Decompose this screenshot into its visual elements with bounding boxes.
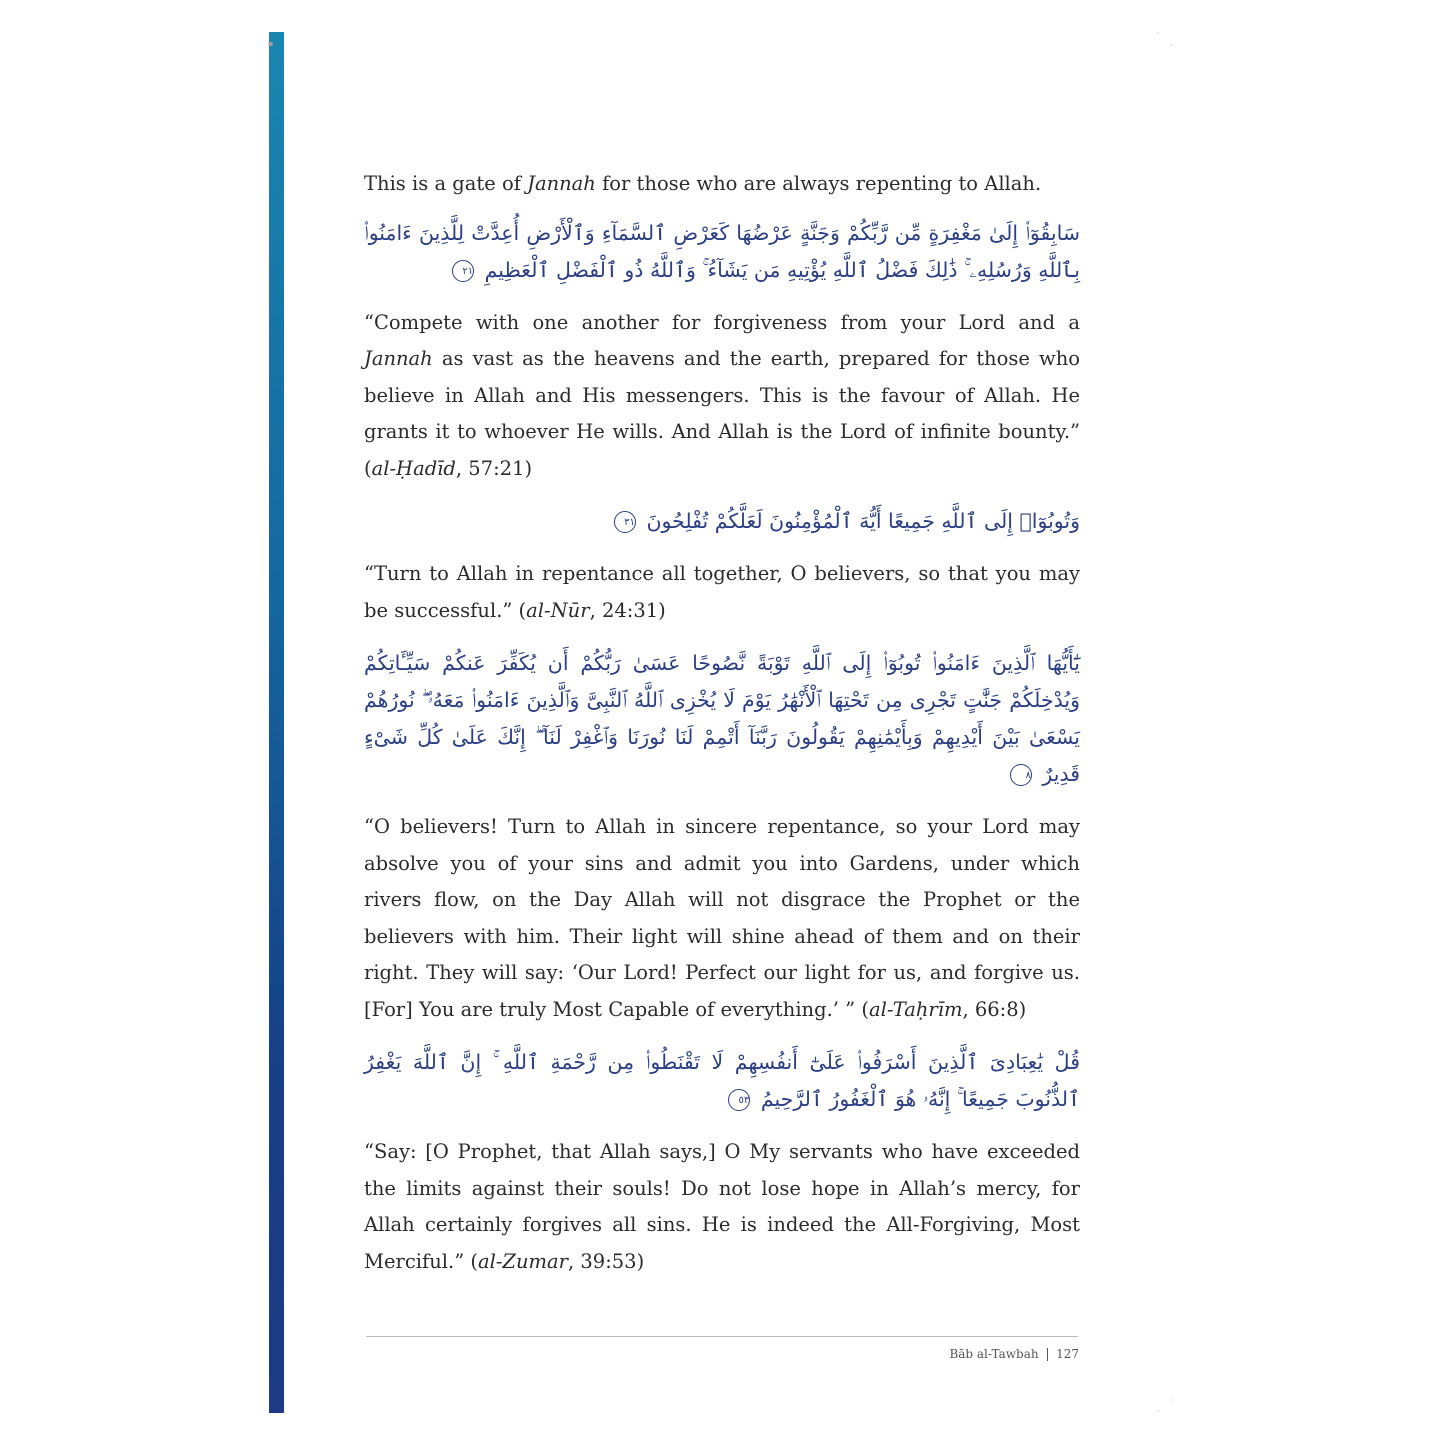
quran-verse-nur: وَتُوبُوٓا۟ إِلَى ٱللَّهِ جَمِيعًا أَيُّهَ ٱلْمُؤْمِنُونَ لَعَلَّكُمْ تُفْلِحُونَ ٣١ <box>364 503 1080 540</box>
translation-hadid: “Compete with one another for forgiveness from your Lord and a Jannah as vast as the heavens and the earth, prepared for those who believe in Allah and His messengers. This is the favour of Allah. He grants it to whoever He wills. And Allah is the Lord of infinite bounty.” (al-Ḥadīd, 57:21) <box>364 310 1080 480</box>
ayah-number-mark: ٥٣ <box>728 1089 750 1111</box>
translation-zumar: “Say: [O Prophet, that Allah says,] O My servants who have exceeded the limits against their souls! Do not lose hope in Allah’s mercy, for Allah certainly forgives all sins. He is indeed the All-Forgiving, Most Merciful.” (al-Zumar, 39:53) <box>364 1140 1080 1273</box>
quran-verse-hadid: سَابِقُوٓا۟ إِلَىٰ مَغْفِرَةٍ مِّن رَّبِّكُمْ وَجَنَّةٍ عَرْضُهَا كَعَرْضِ ٱلسَّمَآءِ وَٱلْأَرْضِ أُعِدَّتْ لِلَّذِينَ ءَامَنُوا۟ بِٱللَّهِ وَرُسُلِهِۦ ۚ ذَٰلِكَ فَضْلُ ٱللَّهِ يُؤْتِيهِ مَن يَشَآءُ ۚ وَٱللَّهُ ذُو ٱلْفَضْلِ ٱلْعَظِيمِ ٢١ <box>364 220 1080 282</box>
page-content <box>364 166 1080 1280</box>
ayah-number-mark: ٨ <box>1010 764 1032 786</box>
crop-mark: · <box>1157 1407 1160 1416</box>
crop-mark: ▪ <box>268 39 274 48</box>
crop-mark: · <box>1157 29 1160 38</box>
intro-paragraph: This is a gate of Jannah for those who are always repenting to Allah. <box>364 172 1042 195</box>
spine-color-bar <box>269 32 284 1413</box>
footer-separator <box>1047 1348 1049 1361</box>
ayah-number-mark: ٢١ <box>452 260 474 282</box>
translation-tahrim: “O believers! Turn to Allah in sincere repentance, so your Lord may absolve you of your sins and admit you into Gardens, under which rivers flow, on the Day Allah will not disgrace the Prophet or the believers with him. Their light will shine ahead of them and on their right. They will say: ‘Our Lord! Perfect our light for us, and forgive us. [For] You are truly Most Capable of everything.’ ” (al-Taḥrīm, 66:8) <box>364 815 1080 1021</box>
page-number: 127 <box>1056 1347 1079 1361</box>
footer-divider <box>366 1336 1078 1337</box>
running-footer <box>949 1347 1079 1361</box>
quran-verse-tahrim: يَٰٓأَيُّهَا ٱلَّذِينَ ءَامَنُوا۟ تُوبُوٓا۟ إِلَى ٱللَّهِ تَوْبَةً نَّصُوحًا عَسَىٰ رَبُّكُمْ أَن يُكَفِّرَ عَنكُمْ سَيِّـَٔاتِكُمْ وَيُدْخِلَكُمْ جَنَّٰتٍ تَجْرِى مِن تَحْتِهَا ٱلْأَنْهَٰرُ يَوْمَ لَا يُخْزِى ٱللَّهُ ٱلنَّبِىَّ وَٱلَّذِينَ ءَامَنُوا۟ مَعَهُۥ ۖ نُورُهُمْ يَسْعَىٰ بَيْنَ أَيْدِيهِمْ وَبِأَيْمَٰنِهِمْ يَقُولُونَ رَبَّنَآ أَتْمِمْ لَنَا نُورَنَا وَٱغْفِرْ لَنَآ ۖ إِنَّكَ عَلَىٰ كُلِّ شَىْءٍ قَدِيرٌ ٨ <box>364 651 1080 786</box>
crop-mark: · <box>1170 41 1173 50</box>
chapter-title: Bāb al-Tawbah <box>949 1347 1039 1361</box>
quran-verse-zumar: قُلْ يَٰعِبَادِىَ ٱلَّذِينَ أَسْرَفُوا۟ عَلَىٰٓ أَنفُسِهِمْ لَا تَقْنَطُوا۟ مِن رَّحْمَةِ ٱللَّهِ ۚ إِنَّ ٱللَّهَ يَغْفِرُ ٱلذُّنُوبَ جَمِيعًا ۚ إِنَّهُۥ هُوَ ٱلْغَفُورُ ٱلرَّحِيمُ ٥٣ <box>364 1050 1080 1111</box>
ayah-number-mark: ٣١ <box>614 511 636 533</box>
translation-nur: “Turn to Allah in repentance all together, O believers, so that you may be successful.” (al-Nūr, 24:31) <box>364 562 1080 622</box>
crop-mark: · <box>1170 1396 1173 1405</box>
